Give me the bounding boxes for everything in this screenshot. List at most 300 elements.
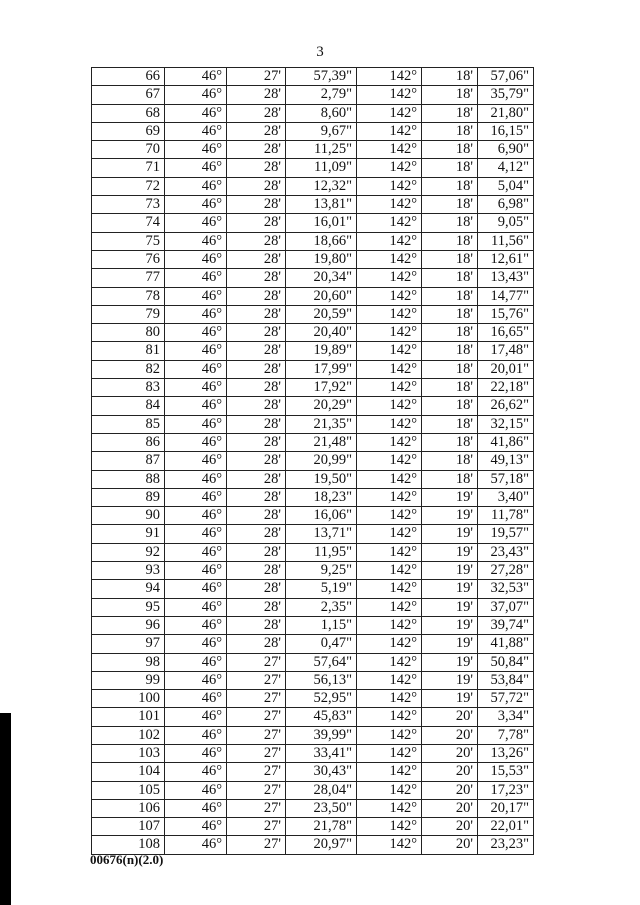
lon-degrees-cell: 142° <box>357 214 422 232</box>
table-row <box>92 379 534 397</box>
lat-minutes-cell: 28' <box>227 360 286 378</box>
table-row <box>92 122 534 140</box>
lon-degrees-cell: 142° <box>357 122 422 140</box>
lon-minutes-cell: 20' <box>422 818 478 836</box>
lon-seconds-cell: 41,88" <box>478 635 534 653</box>
lat-degrees-cell: 46° <box>165 250 227 268</box>
lon-seconds-cell: 20,01" <box>478 360 534 378</box>
lat-seconds-cell: 20,97" <box>286 836 357 854</box>
lat-seconds-cell: 2,79" <box>286 86 357 104</box>
lon-seconds-cell: 19,57" <box>478 525 534 543</box>
lon-seconds-cell: 23,43" <box>478 543 534 561</box>
lat-minutes-cell: 28' <box>227 214 286 232</box>
lat-degrees-cell: 46° <box>165 635 227 653</box>
lat-minutes-cell: 28' <box>227 324 286 342</box>
point-number-cell: 69 <box>92 122 165 140</box>
lat-minutes-cell: 28' <box>227 379 286 397</box>
table-row <box>92 342 534 360</box>
table-row <box>92 397 534 415</box>
lon-seconds-cell: 57,18" <box>478 470 534 488</box>
lat-seconds-cell: 19,89" <box>286 342 357 360</box>
lon-minutes-cell: 19' <box>422 653 478 671</box>
lon-degrees-cell: 142° <box>357 159 422 177</box>
table-row <box>92 269 534 287</box>
lat-degrees-cell: 46° <box>165 269 227 287</box>
point-number-cell: 103 <box>92 744 165 762</box>
lat-degrees-cell: 46° <box>165 415 227 433</box>
lat-seconds-cell: 18,23" <box>286 488 357 506</box>
lon-minutes-cell: 20' <box>422 763 478 781</box>
lon-degrees-cell: 142° <box>357 415 422 433</box>
lon-seconds-cell: 3,40" <box>478 488 534 506</box>
lon-minutes-cell: 18' <box>422 68 478 86</box>
point-number-cell: 79 <box>92 305 165 323</box>
lon-seconds-cell: 22,18" <box>478 379 534 397</box>
lon-degrees-cell: 142° <box>357 818 422 836</box>
table-row <box>92 86 534 104</box>
point-number-cell: 92 <box>92 543 165 561</box>
table-row <box>92 104 534 122</box>
table-row <box>92 635 534 653</box>
lon-minutes-cell: 19' <box>422 488 478 506</box>
lat-seconds-cell: 9,25" <box>286 562 357 580</box>
lon-seconds-cell: 23,23" <box>478 836 534 854</box>
lat-degrees-cell: 46° <box>165 616 227 634</box>
point-number-cell: 96 <box>92 616 165 634</box>
lon-degrees-cell: 142° <box>357 324 422 342</box>
point-number-cell: 89 <box>92 488 165 506</box>
lat-minutes-cell: 28' <box>227 104 286 122</box>
lat-degrees-cell: 46° <box>165 360 227 378</box>
table-row <box>92 616 534 634</box>
lat-minutes-cell: 28' <box>227 562 286 580</box>
lon-degrees-cell: 142° <box>357 616 422 634</box>
document-code: 00676(n)(2.0) <box>90 852 164 867</box>
lat-seconds-cell: 20,34" <box>286 269 357 287</box>
lon-minutes-cell: 18' <box>422 250 478 268</box>
lat-minutes-cell: 27' <box>227 763 286 781</box>
lon-seconds-cell: 12,61" <box>478 250 534 268</box>
lon-degrees-cell: 142° <box>357 799 422 817</box>
lat-degrees-cell: 46° <box>165 763 227 781</box>
lat-degrees-cell: 46° <box>165 159 227 177</box>
table-row <box>92 744 534 762</box>
lon-seconds-cell: 57,06" <box>478 68 534 86</box>
table-row <box>92 232 534 250</box>
lon-degrees-cell: 142° <box>357 305 422 323</box>
lon-degrees-cell: 142° <box>357 86 422 104</box>
lon-seconds-cell: 57,72" <box>478 690 534 708</box>
lat-degrees-cell: 46° <box>165 287 227 305</box>
lon-seconds-cell: 22,01" <box>478 818 534 836</box>
point-number-cell: 91 <box>92 525 165 543</box>
lon-seconds-cell: 49,13" <box>478 452 534 470</box>
lat-minutes-cell: 28' <box>227 232 286 250</box>
lat-seconds-cell: 12,32" <box>286 177 357 195</box>
lat-minutes-cell: 27' <box>227 690 286 708</box>
table-row <box>92 690 534 708</box>
lat-degrees-cell: 46° <box>165 653 227 671</box>
lat-seconds-cell: 52,95" <box>286 690 357 708</box>
lat-degrees-cell: 46° <box>165 324 227 342</box>
lat-seconds-cell: 28,04" <box>286 781 357 799</box>
lon-seconds-cell: 16,65" <box>478 324 534 342</box>
lat-minutes-cell: 28' <box>227 635 286 653</box>
lon-degrees-cell: 142° <box>357 360 422 378</box>
lon-degrees-cell: 142° <box>357 744 422 762</box>
lon-minutes-cell: 18' <box>422 379 478 397</box>
table-row <box>92 360 534 378</box>
lat-seconds-cell: 1,15" <box>286 616 357 634</box>
table-row <box>92 580 534 598</box>
point-number-cell: 84 <box>92 397 165 415</box>
lon-seconds-cell: 13,43" <box>478 269 534 287</box>
lat-seconds-cell: 16,01" <box>286 214 357 232</box>
lon-degrees-cell: 142° <box>357 836 422 854</box>
lon-degrees-cell: 142° <box>357 232 422 250</box>
lon-seconds-cell: 53,84" <box>478 671 534 689</box>
point-number-cell: 82 <box>92 360 165 378</box>
lon-degrees-cell: 142° <box>357 287 422 305</box>
lon-degrees-cell: 142° <box>357 177 422 195</box>
table-row <box>92 726 534 744</box>
lat-degrees-cell: 46° <box>165 177 227 195</box>
lon-degrees-cell: 142° <box>357 269 422 287</box>
table-row <box>92 671 534 689</box>
lat-minutes-cell: 28' <box>227 196 286 214</box>
lat-minutes-cell: 28' <box>227 122 286 140</box>
table-row <box>92 781 534 799</box>
point-number-cell: 98 <box>92 653 165 671</box>
lat-minutes-cell: 28' <box>227 452 286 470</box>
lat-degrees-cell: 46° <box>165 122 227 140</box>
point-number-cell: 78 <box>92 287 165 305</box>
lon-minutes-cell: 18' <box>422 232 478 250</box>
lat-degrees-cell: 46° <box>165 507 227 525</box>
table-row <box>92 250 534 268</box>
lat-degrees-cell: 46° <box>165 452 227 470</box>
table-row <box>92 415 534 433</box>
point-number-cell: 73 <box>92 196 165 214</box>
table-row <box>92 488 534 506</box>
lat-seconds-cell: 19,80" <box>286 250 357 268</box>
point-number-cell: 74 <box>92 214 165 232</box>
point-number-cell: 107 <box>92 818 165 836</box>
lon-minutes-cell: 20' <box>422 708 478 726</box>
table-row <box>92 177 534 195</box>
lon-minutes-cell: 19' <box>422 507 478 525</box>
point-number-cell: 71 <box>92 159 165 177</box>
table-row <box>92 562 534 580</box>
lon-seconds-cell: 5,04" <box>478 177 534 195</box>
lon-minutes-cell: 18' <box>422 342 478 360</box>
lon-degrees-cell: 142° <box>357 708 422 726</box>
lat-minutes-cell: 28' <box>227 141 286 159</box>
table-row <box>92 452 534 470</box>
lat-minutes-cell: 28' <box>227 507 286 525</box>
lon-seconds-cell: 15,53" <box>478 763 534 781</box>
lon-minutes-cell: 20' <box>422 836 478 854</box>
lat-minutes-cell: 28' <box>227 159 286 177</box>
point-number-cell: 105 <box>92 781 165 799</box>
point-number-cell: 100 <box>92 690 165 708</box>
lat-seconds-cell: 23,50" <box>286 799 357 817</box>
point-number-cell: 76 <box>92 250 165 268</box>
lat-minutes-cell: 28' <box>227 488 286 506</box>
lon-minutes-cell: 20' <box>422 726 478 744</box>
lat-seconds-cell: 2,35" <box>286 598 357 616</box>
page-number: 3 <box>316 44 324 60</box>
lat-seconds-cell: 57,39" <box>286 68 357 86</box>
table-row <box>92 598 534 616</box>
lon-minutes-cell: 20' <box>422 781 478 799</box>
point-number-cell: 104 <box>92 763 165 781</box>
lat-degrees-cell: 46° <box>165 86 227 104</box>
lat-degrees-cell: 46° <box>165 196 227 214</box>
lon-degrees-cell: 142° <box>357 562 422 580</box>
point-number-cell: 75 <box>92 232 165 250</box>
lon-seconds-cell: 32,15" <box>478 415 534 433</box>
lon-degrees-cell: 142° <box>357 525 422 543</box>
point-number-cell: 85 <box>92 415 165 433</box>
scan-edge-bar <box>0 713 11 905</box>
lon-seconds-cell: 13,26" <box>478 744 534 762</box>
lon-degrees-cell: 142° <box>357 488 422 506</box>
lon-minutes-cell: 19' <box>422 543 478 561</box>
lat-minutes-cell: 28' <box>227 433 286 451</box>
lon-seconds-cell: 14,77" <box>478 287 534 305</box>
table-row <box>92 470 534 488</box>
lat-seconds-cell: 56,13" <box>286 671 357 689</box>
lat-minutes-cell: 27' <box>227 671 286 689</box>
table-row <box>92 305 534 323</box>
lon-minutes-cell: 18' <box>422 360 478 378</box>
lat-minutes-cell: 28' <box>227 250 286 268</box>
lon-seconds-cell: 3,34" <box>478 708 534 726</box>
lat-degrees-cell: 46° <box>165 305 227 323</box>
lat-seconds-cell: 33,41" <box>286 744 357 762</box>
lon-seconds-cell: 41,86" <box>478 433 534 451</box>
lat-degrees-cell: 46° <box>165 781 227 799</box>
lon-degrees-cell: 142° <box>357 726 422 744</box>
lon-degrees-cell: 142° <box>357 653 422 671</box>
lat-degrees-cell: 46° <box>165 818 227 836</box>
lat-degrees-cell: 46° <box>165 744 227 762</box>
lat-minutes-cell: 28' <box>227 342 286 360</box>
lon-degrees-cell: 142° <box>357 690 422 708</box>
lon-minutes-cell: 18' <box>422 104 478 122</box>
lon-degrees-cell: 142° <box>357 580 422 598</box>
lon-degrees-cell: 142° <box>357 470 422 488</box>
lat-seconds-cell: 39,99" <box>286 726 357 744</box>
table-row <box>92 196 534 214</box>
table-row <box>92 214 534 232</box>
lat-seconds-cell: 13,81" <box>286 196 357 214</box>
lat-minutes-cell: 28' <box>227 598 286 616</box>
lat-degrees-cell: 46° <box>165 488 227 506</box>
lat-seconds-cell: 13,71" <box>286 525 357 543</box>
lat-seconds-cell: 11,09" <box>286 159 357 177</box>
point-number-cell: 88 <box>92 470 165 488</box>
lat-seconds-cell: 57,64" <box>286 653 357 671</box>
point-number-cell: 97 <box>92 635 165 653</box>
point-number-cell: 86 <box>92 433 165 451</box>
point-number-cell: 102 <box>92 726 165 744</box>
point-number-cell: 80 <box>92 324 165 342</box>
lat-minutes-cell: 28' <box>227 470 286 488</box>
table-row <box>92 708 534 726</box>
point-number-cell: 87 <box>92 452 165 470</box>
lat-seconds-cell: 0,47" <box>286 635 357 653</box>
lon-seconds-cell: 35,79" <box>478 86 534 104</box>
lat-degrees-cell: 46° <box>165 580 227 598</box>
lat-minutes-cell: 28' <box>227 287 286 305</box>
point-number-cell: 94 <box>92 580 165 598</box>
lat-seconds-cell: 20,29" <box>286 397 357 415</box>
lat-minutes-cell: 28' <box>227 543 286 561</box>
table-row <box>92 324 534 342</box>
lat-minutes-cell: 27' <box>227 799 286 817</box>
lon-minutes-cell: 18' <box>422 397 478 415</box>
lat-seconds-cell: 11,25" <box>286 141 357 159</box>
point-number-cell: 77 <box>92 269 165 287</box>
coordinates-table <box>91 67 534 855</box>
lat-seconds-cell: 21,35" <box>286 415 357 433</box>
lon-seconds-cell: 37,07" <box>478 598 534 616</box>
lat-degrees-cell: 46° <box>165 671 227 689</box>
lat-minutes-cell: 27' <box>227 653 286 671</box>
lon-seconds-cell: 6,98" <box>478 196 534 214</box>
lon-degrees-cell: 142° <box>357 598 422 616</box>
point-number-cell: 101 <box>92 708 165 726</box>
lat-minutes-cell: 28' <box>227 616 286 634</box>
lon-seconds-cell: 39,74" <box>478 616 534 634</box>
lat-minutes-cell: 28' <box>227 397 286 415</box>
lat-degrees-cell: 46° <box>165 397 227 415</box>
lat-minutes-cell: 28' <box>227 525 286 543</box>
table-row <box>92 433 534 451</box>
lon-degrees-cell: 142° <box>357 196 422 214</box>
table-row <box>92 287 534 305</box>
lat-minutes-cell: 27' <box>227 818 286 836</box>
table-row <box>92 763 534 781</box>
lat-seconds-cell: 16,06" <box>286 507 357 525</box>
lon-seconds-cell: 27,28" <box>478 562 534 580</box>
lat-degrees-cell: 46° <box>165 470 227 488</box>
lon-minutes-cell: 18' <box>422 159 478 177</box>
lon-minutes-cell: 19' <box>422 580 478 598</box>
lon-minutes-cell: 18' <box>422 214 478 232</box>
lat-degrees-cell: 46° <box>165 342 227 360</box>
lon-degrees-cell: 142° <box>357 781 422 799</box>
table-row <box>92 141 534 159</box>
table-row <box>92 68 534 86</box>
lon-degrees-cell: 142° <box>357 397 422 415</box>
point-number-cell: 66 <box>92 68 165 86</box>
lon-degrees-cell: 142° <box>357 635 422 653</box>
point-number-cell: 108 <box>92 836 165 854</box>
lat-degrees-cell: 46° <box>165 232 227 250</box>
lon-minutes-cell: 19' <box>422 598 478 616</box>
lat-seconds-cell: 20,59" <box>286 305 357 323</box>
lat-minutes-cell: 28' <box>227 415 286 433</box>
point-number-cell: 70 <box>92 141 165 159</box>
lon-minutes-cell: 18' <box>422 287 478 305</box>
lon-seconds-cell: 17,23" <box>478 781 534 799</box>
lon-seconds-cell: 17,48" <box>478 342 534 360</box>
lat-minutes-cell: 27' <box>227 744 286 762</box>
point-number-cell: 93 <box>92 562 165 580</box>
lat-degrees-cell: 46° <box>165 141 227 159</box>
lat-minutes-cell: 27' <box>227 68 286 86</box>
lat-seconds-cell: 17,99" <box>286 360 357 378</box>
lat-minutes-cell: 28' <box>227 580 286 598</box>
lon-minutes-cell: 18' <box>422 452 478 470</box>
point-number-cell: 83 <box>92 379 165 397</box>
lat-degrees-cell: 46° <box>165 379 227 397</box>
lon-seconds-cell: 16,15" <box>478 122 534 140</box>
lat-minutes-cell: 27' <box>227 836 286 854</box>
lat-minutes-cell: 28' <box>227 86 286 104</box>
lon-minutes-cell: 18' <box>422 122 478 140</box>
lon-minutes-cell: 18' <box>422 305 478 323</box>
lat-degrees-cell: 46° <box>165 836 227 854</box>
lat-seconds-cell: 20,40" <box>286 324 357 342</box>
lon-degrees-cell: 142° <box>357 671 422 689</box>
lon-minutes-cell: 19' <box>422 671 478 689</box>
lat-degrees-cell: 46° <box>165 214 227 232</box>
lat-degrees-cell: 46° <box>165 598 227 616</box>
lat-seconds-cell: 18,66" <box>286 232 357 250</box>
lon-minutes-cell: 18' <box>422 196 478 214</box>
lat-minutes-cell: 28' <box>227 177 286 195</box>
point-number-cell: 81 <box>92 342 165 360</box>
point-number-cell: 67 <box>92 86 165 104</box>
point-number-cell: 99 <box>92 671 165 689</box>
table-row <box>92 799 534 817</box>
lat-degrees-cell: 46° <box>165 690 227 708</box>
lon-seconds-cell: 4,12" <box>478 159 534 177</box>
lon-degrees-cell: 142° <box>357 379 422 397</box>
coordinates-table-body <box>92 68 534 855</box>
point-number-cell: 106 <box>92 799 165 817</box>
lat-seconds-cell: 21,78" <box>286 818 357 836</box>
lat-degrees-cell: 46° <box>165 68 227 86</box>
point-number-cell: 90 <box>92 507 165 525</box>
lat-degrees-cell: 46° <box>165 104 227 122</box>
lon-degrees-cell: 142° <box>357 250 422 268</box>
lat-seconds-cell: 30,43" <box>286 763 357 781</box>
table-row <box>92 543 534 561</box>
lat-seconds-cell: 20,60" <box>286 287 357 305</box>
lon-degrees-cell: 142° <box>357 141 422 159</box>
lon-minutes-cell: 19' <box>422 690 478 708</box>
lon-degrees-cell: 142° <box>357 104 422 122</box>
lon-minutes-cell: 18' <box>422 269 478 287</box>
lon-degrees-cell: 142° <box>357 68 422 86</box>
point-number-cell: 68 <box>92 104 165 122</box>
lat-degrees-cell: 46° <box>165 525 227 543</box>
lon-minutes-cell: 18' <box>422 433 478 451</box>
table-row <box>92 818 534 836</box>
lon-minutes-cell: 19' <box>422 616 478 634</box>
lat-seconds-cell: 8,60" <box>286 104 357 122</box>
lon-minutes-cell: 18' <box>422 470 478 488</box>
lat-seconds-cell: 11,95" <box>286 543 357 561</box>
lon-seconds-cell: 11,78" <box>478 507 534 525</box>
lon-seconds-cell: 26,62" <box>478 397 534 415</box>
lon-seconds-cell: 50,84" <box>478 653 534 671</box>
